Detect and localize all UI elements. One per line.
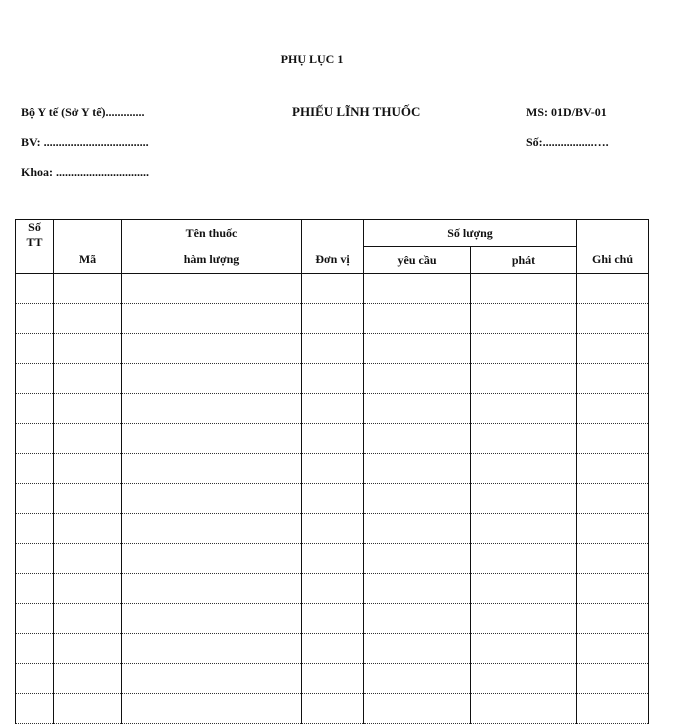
column-header-requested — [364, 247, 471, 274]
table-cell[interactable] — [16, 544, 54, 574]
table-cell[interactable] — [471, 484, 577, 514]
table-cell[interactable] — [577, 634, 649, 664]
table-cell[interactable] — [577, 664, 649, 694]
table-cell[interactable] — [122, 694, 302, 724]
table-row — [16, 274, 649, 304]
table-cell[interactable] — [577, 604, 649, 634]
table-cell[interactable] — [577, 364, 649, 394]
table-cell[interactable] — [364, 664, 471, 694]
department-field: Khoa: ............................... — [21, 165, 150, 179]
table-cell[interactable] — [577, 304, 649, 334]
hospital-field: BV: ................................... — [21, 135, 149, 149]
table-cell[interactable] — [16, 664, 54, 694]
table-cell[interactable] — [302, 304, 364, 334]
table-cell[interactable] — [54, 454, 122, 484]
table-cell[interactable] — [16, 334, 54, 364]
table-cell[interactable] — [364, 274, 471, 304]
table-cell[interactable] — [54, 304, 122, 334]
table-cell[interactable] — [577, 424, 649, 454]
table-body — [16, 274, 649, 724]
table-cell[interactable] — [577, 394, 649, 424]
table-cell[interactable] — [302, 484, 364, 514]
issued-label: phát — [511, 252, 536, 267]
drug-requisition-table — [15, 219, 649, 724]
table-cell[interactable] — [16, 274, 54, 304]
table-cell[interactable] — [471, 334, 577, 364]
ministry-field: Bộ Y tế (Sở Y tế)............. — [21, 105, 145, 119]
table-cell[interactable] — [471, 364, 577, 394]
table-cell[interactable] — [577, 574, 649, 604]
table-cell[interactable] — [302, 334, 364, 364]
table-cell[interactable] — [471, 574, 577, 604]
table-cell[interactable] — [122, 664, 302, 694]
table-cell[interactable] — [471, 274, 577, 304]
table-cell[interactable] — [122, 394, 302, 424]
table-cell[interactable] — [302, 514, 364, 544]
table-cell[interactable] — [54, 544, 122, 574]
table-cell[interactable] — [471, 544, 577, 574]
table-row — [16, 424, 649, 454]
table-cell[interactable] — [16, 454, 54, 484]
table-row — [16, 694, 649, 724]
table-row — [16, 334, 649, 364]
table-cell[interactable] — [122, 424, 302, 454]
table-cell[interactable] — [16, 574, 54, 604]
table-cell[interactable] — [364, 604, 471, 634]
table-cell[interactable] — [54, 274, 122, 304]
table-cell[interactable] — [577, 544, 649, 574]
table-row — [16, 604, 649, 634]
table-row — [16, 514, 649, 544]
table-row — [16, 544, 649, 574]
table-cell[interactable] — [16, 634, 54, 664]
note-label: Ghi chú — [591, 252, 633, 266]
table-row — [16, 364, 649, 394]
table-cell[interactable] — [54, 394, 122, 424]
table-cell[interactable] — [302, 694, 364, 724]
table-cell[interactable] — [16, 394, 54, 424]
table-cell[interactable] — [122, 544, 302, 574]
table-row — [16, 634, 649, 664]
table-cell[interactable] — [471, 304, 577, 334]
table-cell[interactable] — [577, 484, 649, 514]
table-cell[interactable] — [577, 274, 649, 304]
table-cell[interactable] — [364, 634, 471, 664]
drug-name-label-top: Tên thuốc — [185, 225, 238, 240]
appendix-label: PHỤ LỤC 1 — [280, 52, 344, 66]
table-cell[interactable] — [302, 274, 364, 304]
code-label: Mã — [78, 252, 97, 266]
drug-name-label-bottom: hàm lượng — [183, 252, 240, 267]
stt-label-top: Số — [28, 220, 41, 234]
table-cell[interactable] — [54, 364, 122, 394]
table-cell[interactable] — [302, 424, 364, 454]
column-header-issued — [471, 247, 577, 274]
table-cell[interactable] — [16, 304, 54, 334]
table-cell[interactable] — [302, 664, 364, 694]
table-cell[interactable] — [471, 664, 577, 694]
table-cell[interactable] — [54, 424, 122, 454]
table-cell[interactable] — [471, 454, 577, 484]
unit-label: Đơn vị — [315, 252, 350, 266]
table-cell[interactable] — [54, 484, 122, 514]
table-cell[interactable] — [16, 514, 54, 544]
table-cell[interactable] — [16, 484, 54, 514]
table-cell[interactable] — [471, 604, 577, 634]
table-row — [16, 304, 649, 334]
table-cell[interactable] — [302, 364, 364, 394]
table-cell[interactable] — [364, 484, 471, 514]
table-cell[interactable] — [122, 514, 302, 544]
table-cell[interactable] — [364, 574, 471, 604]
column-header-drug-name-bottom — [122, 247, 302, 274]
table-cell[interactable] — [54, 514, 122, 544]
column-header-stt — [16, 220, 54, 274]
column-header-code — [54, 220, 122, 274]
table-cell[interactable] — [122, 454, 302, 484]
table-cell[interactable] — [364, 334, 471, 364]
table-cell[interactable] — [471, 424, 577, 454]
table-row — [16, 454, 649, 484]
table-cell[interactable] — [122, 304, 302, 334]
table-cell[interactable] — [54, 334, 122, 364]
table-row — [16, 574, 649, 604]
table-cell[interactable] — [122, 484, 302, 514]
requested-label: yêu cầu — [397, 252, 437, 267]
table-cell[interactable] — [364, 454, 471, 484]
table-cell[interactable] — [16, 604, 54, 634]
table-cell[interactable] — [364, 694, 471, 724]
table-row — [16, 664, 649, 694]
table-cell[interactable] — [122, 604, 302, 634]
form-code: MS: 01D/BV-01 — [526, 105, 607, 119]
table-cell[interactable] — [16, 364, 54, 394]
table-cell[interactable] — [54, 574, 122, 604]
table-cell[interactable] — [364, 424, 471, 454]
table-cell[interactable] — [54, 694, 122, 724]
table-cell[interactable] — [471, 634, 577, 664]
table-cell[interactable] — [122, 634, 302, 664]
table-cell[interactable] — [471, 394, 577, 424]
table-cell[interactable] — [577, 514, 649, 544]
table-cell[interactable] — [302, 394, 364, 424]
table-cell[interactable] — [364, 514, 471, 544]
table-cell[interactable] — [577, 694, 649, 724]
table-cell[interactable] — [577, 334, 649, 364]
table-row — [16, 394, 649, 424]
table-cell[interactable] — [471, 514, 577, 544]
table-cell[interactable] — [364, 544, 471, 574]
table-cell[interactable] — [54, 634, 122, 664]
form-title: PHIẾU LĨNH THUỐC — [292, 104, 421, 119]
quantity-label: Số lượng — [447, 225, 493, 240]
table-cell[interactable] — [122, 364, 302, 394]
column-header-note — [577, 220, 649, 274]
table-cell[interactable] — [122, 334, 302, 364]
table-cell[interactable] — [122, 274, 302, 304]
column-header-quantity — [364, 220, 577, 247]
table-cell[interactable] — [54, 604, 122, 634]
table-cell[interactable] — [302, 544, 364, 574]
column-header-drug-name-top — [122, 220, 302, 247]
table-cell[interactable] — [577, 454, 649, 484]
form-number-field: Số:.................…. — [526, 135, 609, 149]
table-row — [16, 484, 649, 514]
stt-label-bottom: TT — [26, 235, 43, 249]
table-cell[interactable] — [302, 574, 364, 604]
table-cell[interactable] — [54, 664, 122, 694]
table-cell[interactable] — [16, 424, 54, 454]
table-cell[interactable] — [16, 694, 54, 724]
table-cell[interactable] — [302, 604, 364, 634]
table-cell[interactable] — [364, 394, 471, 424]
table-cell[interactable] — [302, 634, 364, 664]
table-cell[interactable] — [122, 574, 302, 604]
column-header-unit — [302, 220, 364, 274]
table-cell[interactable] — [364, 304, 471, 334]
table-cell[interactable] — [302, 454, 364, 484]
table-cell[interactable] — [471, 694, 577, 724]
table-cell[interactable] — [364, 364, 471, 394]
